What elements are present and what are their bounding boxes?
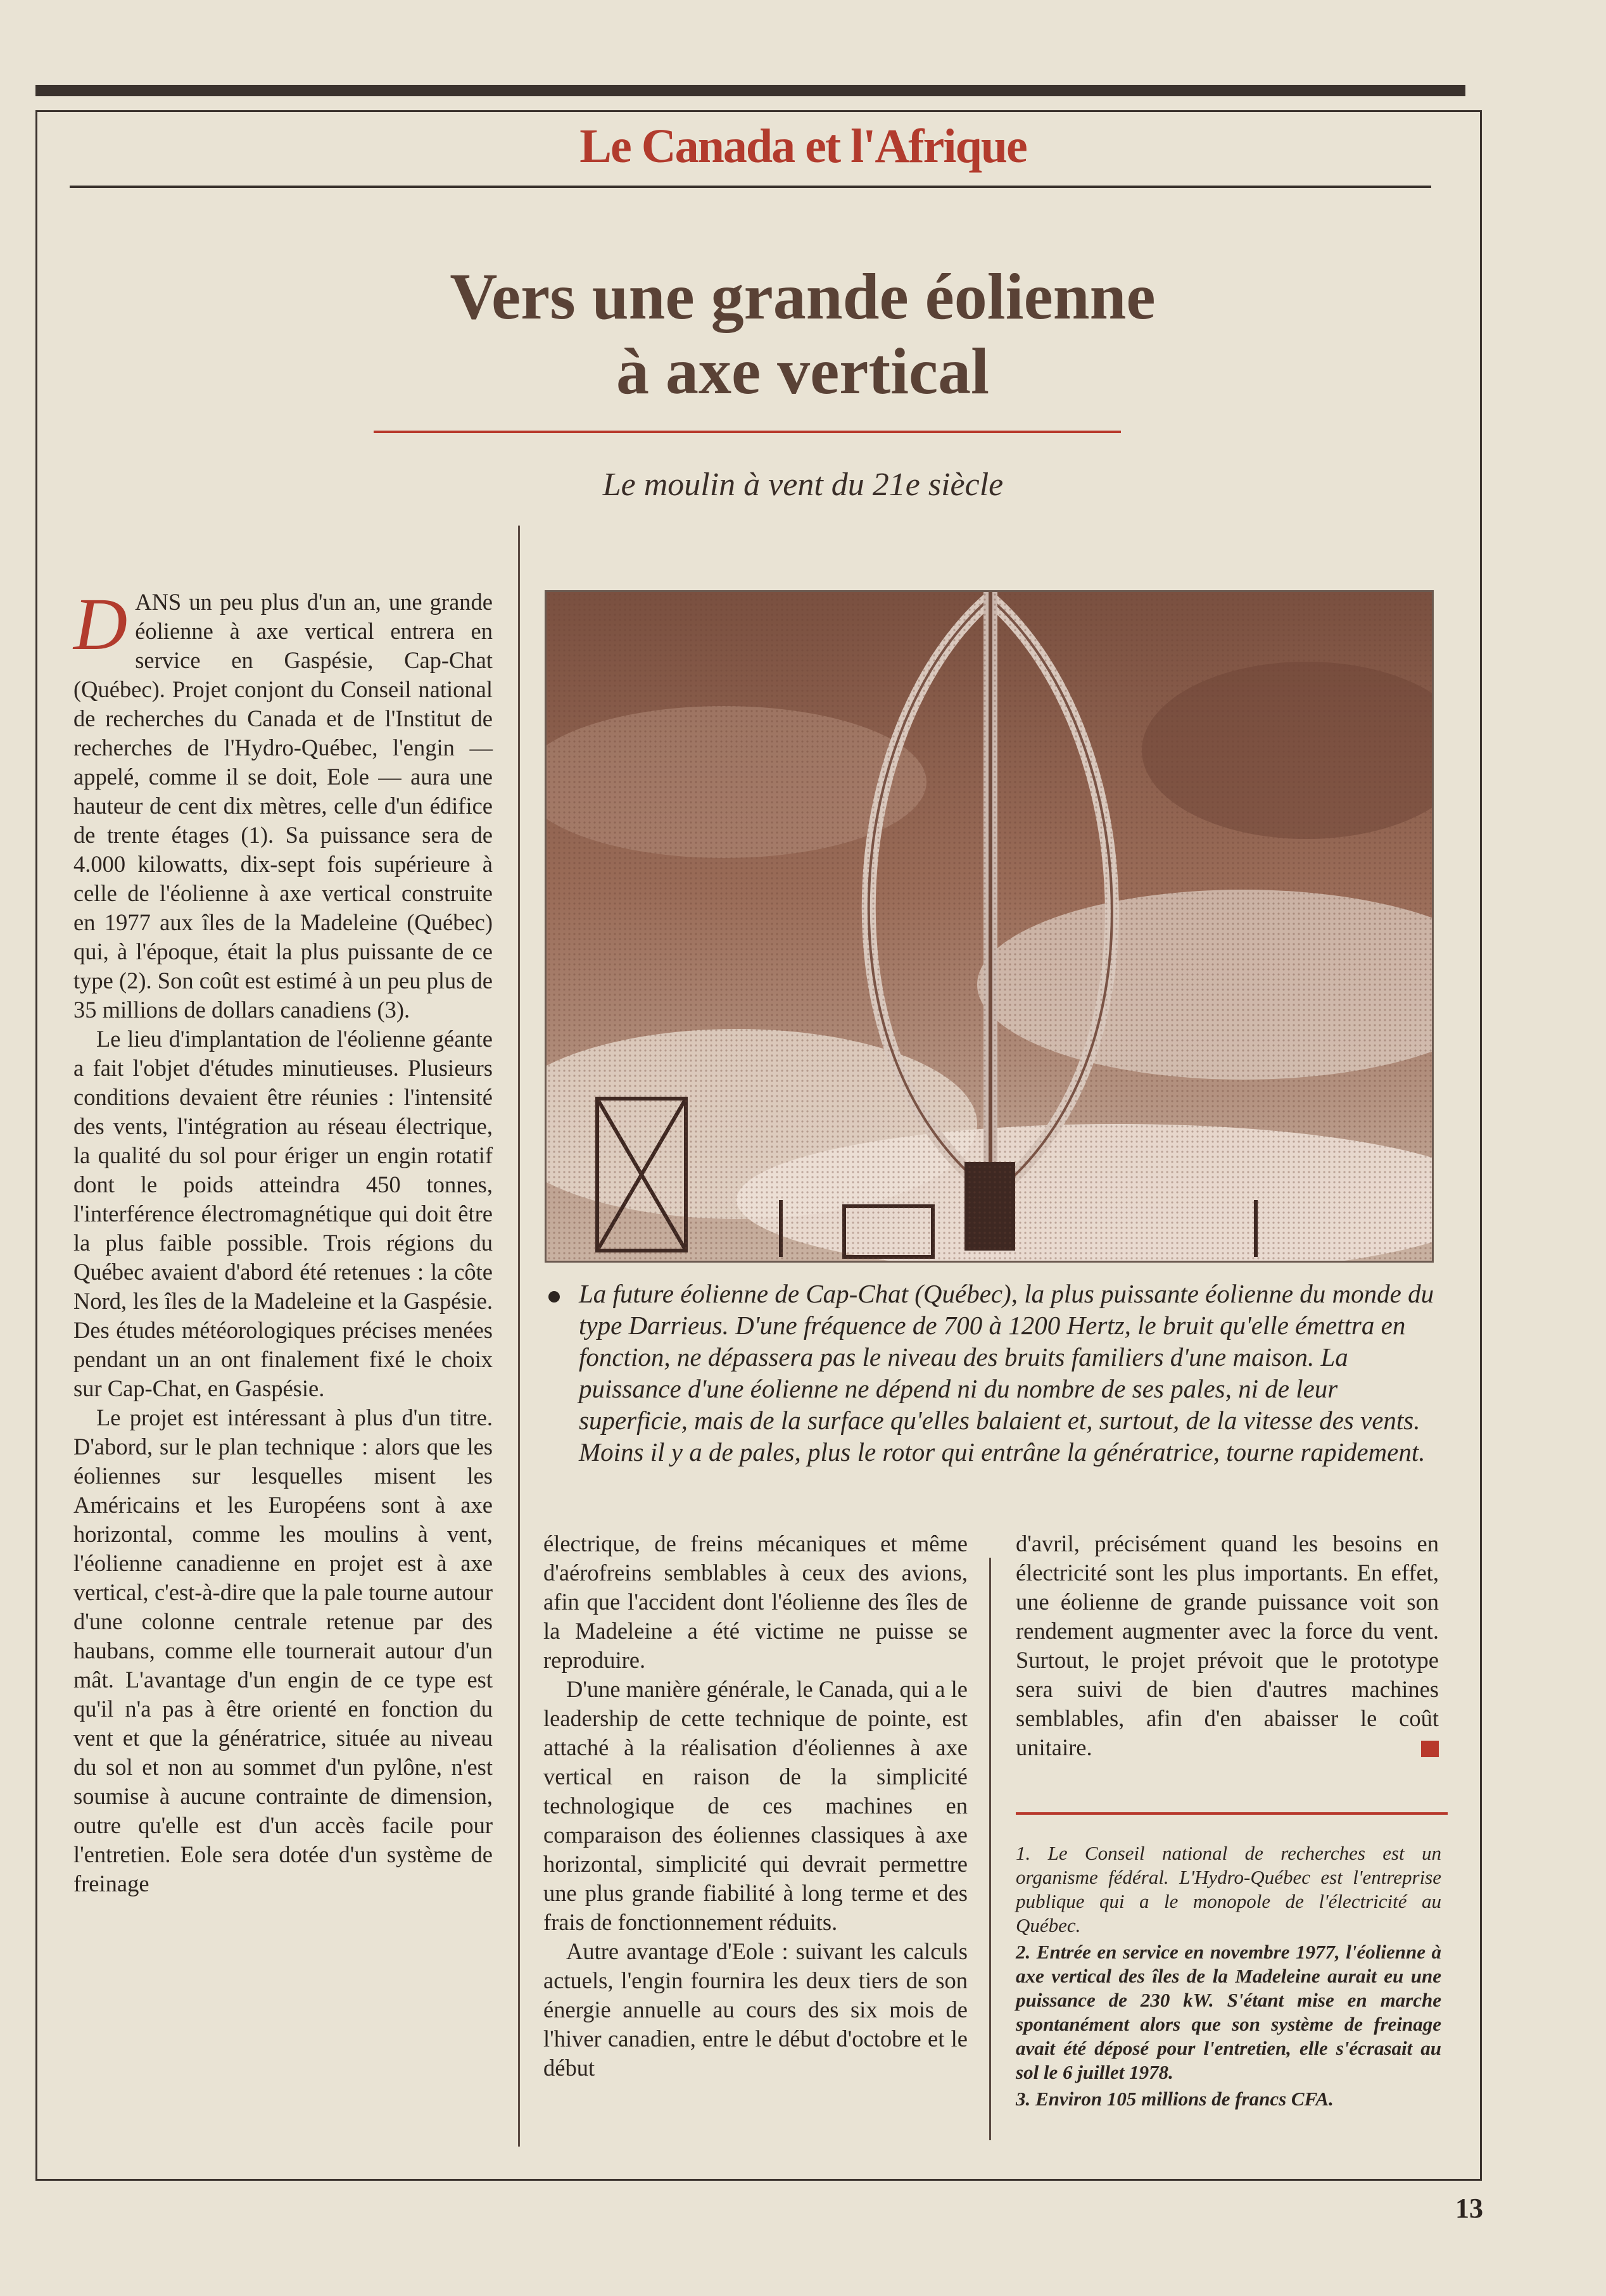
section-title: Le Canada et l'Afrique <box>579 120 1027 173</box>
article-column-1 <box>73 583 493 1898</box>
top-rule <box>35 85 1465 96</box>
caption-paragraph <box>548 1278 1436 1468</box>
paragraph <box>1016 1529 1439 1762</box>
article-column-3 <box>1016 1529 1439 1762</box>
article-headline <box>190 260 1415 409</box>
headline-line-2: à axe vertical <box>616 335 990 408</box>
footnote: 2. Entrée en service en novembre 1977, l'éolienne à axe vertical des îles de la Madeleine aurait eu une puissance de 230 kW. S'étant mise en marche spontanément alors que son système de freinage avait été déposé pour l'entretien, elle s'écrasait au sol le 6 juillet 1978. <box>1016 1941 1441 2083</box>
footnotes-rule <box>1016 1812 1448 1815</box>
column-separator-2 <box>989 1558 991 2140</box>
paragraph-text: d'avril, précisément quand les besoins en électricité sont les plus importants. En effet, une éolienne de grande puissance voit son rendement augmenter avec la force du vent. Surtout, le projet prévoit que le prototype sera suivi de bien d'autres machines semblables, afin d'en abaisser le coût unitaire. <box>1016 1530 1439 1760</box>
column-separator-1 <box>518 526 520 2147</box>
paragraph: électrique, de freins mécaniques et même d'aérofreins semblables à ceux des avions, afin que l'accident dont l'éolienne des îles de la Madeleine a été victime ne puisse se reproduire. <box>543 1530 968 1673</box>
caption-text: La future éolienne de Cap-Chat (Québec), la plus puissante éolienne du monde du type Darrieus. D'une fréquence de 700 à 1200 Hertz, le bruit qu'elle émettra en fonction, ne dépassera pas le niveau des bruits familiers d'une maison. La puissance d'une éolienne ne dépend ni du nombre de ses pales, ni de leur superficie, mais de la surface qu'elles balaient et, surtout, de la vitesse des vents. Moins il y a de pales, plus le rotor qui entrâne la génératrice, tourne rapidement. <box>579 1279 1434 1467</box>
paragraph <box>73 583 493 1025</box>
article-subtitle <box>0 466 1606 503</box>
article-column-2 <box>543 1529 968 2083</box>
wind-turbine-photo <box>545 590 1434 1263</box>
end-of-article-mark-icon <box>1421 1741 1439 1757</box>
footnote: 1. Le Conseil national de recherches est un organisme fédéral. L'Hydro-Québec est l'entreprise publique qui a le monopole de l'électricité au Québec. <box>1016 1842 1441 1936</box>
paragraph-text: ANS un peu plus d'un an, une grande éolienne à axe vertical entrera en service en Gaspésie, Cap-Chat (Québec). Projet conjont du Conseil national de recherches du Canada et de l'Institut de recherches de l'Hydro-Québec, l'engin — appelé, comme il se doit, Eole — aura une hauteur de cent dix mètres, celle d'un édifice de trente étages (1). Sa puissance sera de 4.000 kilowatts, dix-sept fois supérieure à celle de l'éolienne à axe vertical construite en 1977 aux îles de la Madeleine (Québec) qui, à l'époque, était la plus puissante de ce type (2). Son coût est estimé à un peu plus de 35 millions de dollars canadiens (3). <box>73 589 493 1023</box>
footnote: 3. Environ 105 millions de francs CFA. <box>1016 2088 1334 2110</box>
footnotes <box>1016 1841 1441 2114</box>
bullet-icon <box>548 1291 560 1303</box>
photo-caption <box>548 1278 1436 1468</box>
subtitle-text: Le moulin à vent du 21e siècle <box>602 467 1004 503</box>
headline-rule <box>374 431 1121 433</box>
paragraph: Le projet est intéressant à plus d'un titre. D'abord, sur le plan technique : alors que les éoliennes sur lesquelles misent les Américains et les Européens sont à axe horizontal, comme les moulins à vent, l'éolienne canadienne en projet est à axe vertical, c'est-à-dire que la pale tourne autour d'une colonne centrale retenue par des haubans, comme elle tournerait autour d'un mât. L'avantage d'un engin de ce type est qu'il n'a pas à être orienté en fonction du vent et que la génératrice, située au niveau du sol et non au sommet d'un pylône, n'est soumise à aucune contrainte de dimension, outre qu'elle est d'un accès facile pour l'entretien. Eole sera dotée d'un système de freinage <box>73 1404 493 1896</box>
headline-line-1: Vers une grande éolienne <box>450 260 1156 333</box>
section-rule <box>70 186 1431 188</box>
page-number: 13 <box>1455 2193 1483 2224</box>
drop-cap: D <box>73 583 128 665</box>
paragraph: Autre avantage d'Eole : suivant les calculs actuels, l'engin fournira les deux tiers de son énergie annuelle au cours des six mois de l'hiver canadien, entre le début d'octobre et le début <box>543 1938 968 2081</box>
paragraph: Le lieu d'implantation de l'éolienne géante a fait l'objet d'études minutieuses. Plusieurs conditions devaient être réunies : l'intensité des vents, l'intégration au réseau électrique, la qualité du sol pour ériger un engin rotatif dont le poids atteindra 450 tonnes, l'interférence électromagnétique qui doit être la plus faible possible. Trois régions du Québec avaient d'abord été retenues : la côte Nord, les îles de la Madeleine et la Gaspésie. Des études météorologiques précises menées pendant un an ont finalement fixé le choix sur Cap-Chat, en Gaspésie. <box>73 1026 493 1401</box>
darrieus-turbine-illustration <box>547 592 1433 1262</box>
paragraph: D'une manière générale, le Canada, qui a le leadership de cette technique de pointe, est attaché à la réalisation d'éoliennes à axe vertical en raison de la simplicité technologique de ces machines en comparaison des éoliennes classiques à axe horizontal, simplicité qui devrait permettre une plus grande fiabilité à long terme et des frais de fonctionnement réduits. <box>543 1676 968 1935</box>
